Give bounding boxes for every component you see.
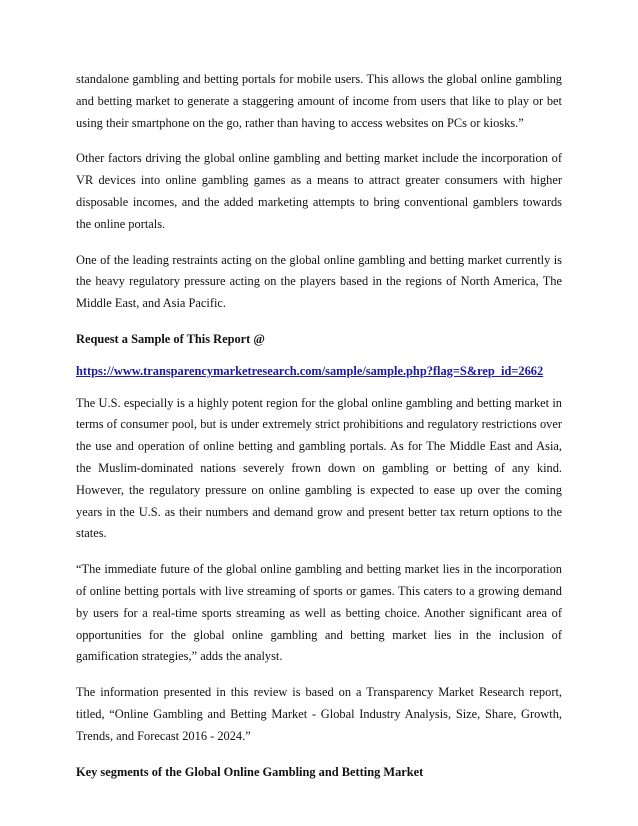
- paragraph-analyst-quote: “The immediate future of the global online gambling and betting market lies in the incorporation of online betting portals with live streaming of sports or games. This caters to a growing demand by users for a real-time sports streaming as well as betting choice. Another significant area of opportunities for the global online gambling and betting market lies in the inclusion of gamification strategies,” adds the analyst.: [76, 562, 562, 664]
- sample-link-line: [76, 361, 562, 383]
- paragraph-us-regulation: The U.S. especially is a highly potent region for the global online gambling and betting market in terms of consumer pool, but is under extremely strict prohibitions and regulatory restrictions over the use and operation of online betting and gambling portals. As for The Middle East and Asia, the Muslim-dominated nations severely frown down on gambling or betting of any kind. However, the regulatory pressure on online gambling is expected to ease up over the coming years in the U.S. as their numbers and demand grow and present better tax return options to the states.: [76, 395, 562, 541]
- paragraph-growth-drivers: Other factors driving the global online gambling and betting market include the incorporation of VR devices into online gambling games as a means to attract greater consumers with higher disposable incomes, and the added marketing attempts to bring conventional gamblers towards the online portals.: [76, 151, 562, 231]
- paragraph-report-source: The information presented in this review is based on a Transparency Market Research report, titled, “Online Gambling and Betting Market - Global Industry Analysis, Size, Share, Growth, Trends, and Forecast 2016 - 2024.”: [76, 685, 562, 743]
- document-page: [76, 69, 562, 783]
- paragraph-restraints: One of the leading restraints acting on the global online gambling and betting market currently is the heavy regulatory pressure acting on the players based in the regions of North America, The Middle East, and Asia Pacific.: [76, 252, 562, 311]
- key-segments-heading: Key segments of the Global Online Gambling and Betting Market: [76, 764, 424, 779]
- sample-request-heading: Request a Sample of This Report @: [76, 331, 265, 346]
- paragraph-mobile-portals: standalone gambling and betting portals for mobile users. This allows the global online gambling and betting market to generate a staggering amount of income from users that like to play or bet using their smartphone on the go, rather than having to access websites on PCs or kiosks.”: [76, 72, 562, 130]
- sample-report-link[interactable]: https://www.transparencymarketresearch.com/sample/sample.php?flag=S&rep_id=2662: [76, 363, 544, 378]
